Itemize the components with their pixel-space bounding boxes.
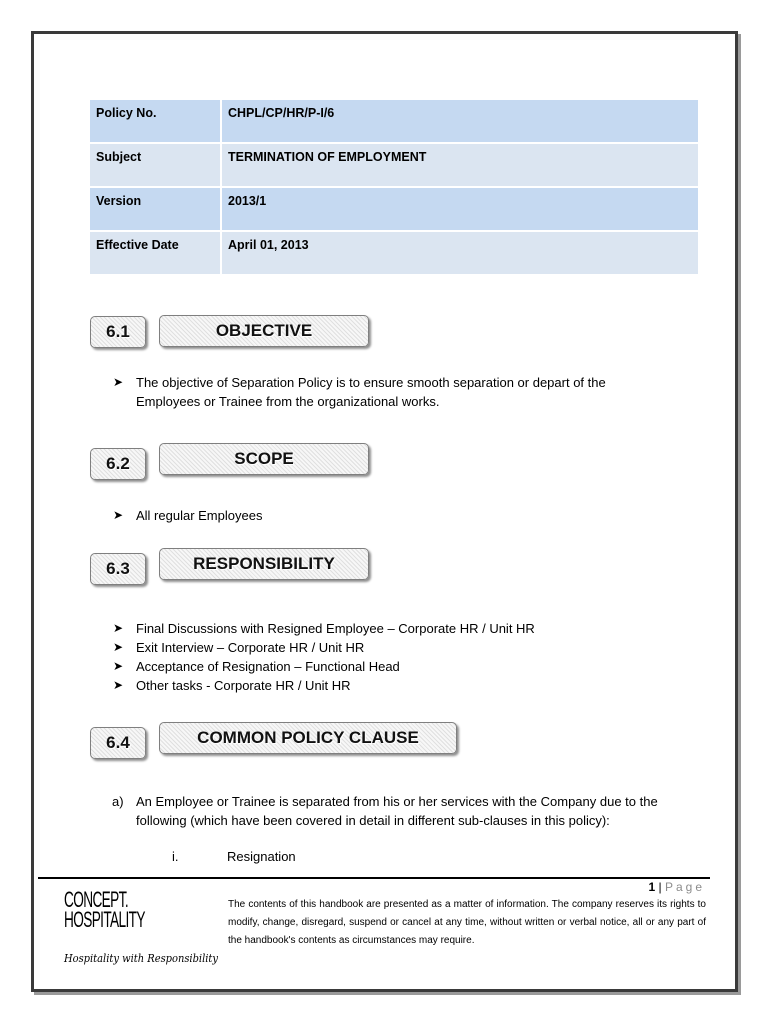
version-label: Version — [90, 187, 221, 231]
list-item: ➤ The objective of Separation Policy is to ensure smooth separation or depart of the Employees or Trainee from the organizational works. — [113, 375, 606, 409]
footer-divider — [38, 877, 710, 879]
subject-value: TERMINATION OF EMPLOYMENT — [221, 143, 698, 187]
policy-no-value: CHPL/CP/HR/P-I/6 — [221, 100, 698, 143]
list-item: ➤ Other tasks - Corporate HR / Unit HR — [113, 678, 351, 693]
arrow-bullet-icon: ➤ — [113, 508, 124, 522]
effective-date-value: April 01, 2013 — [221, 231, 698, 274]
arrow-bullet-icon: ➤ — [113, 659, 124, 673]
list-item: ➤ Final Discussions with Resigned Employee – Corporate HR / Unit HR — [113, 621, 535, 636]
arrow-bullet-icon: ➤ — [113, 640, 124, 654]
section-title-scope: SCOPE — [159, 443, 369, 475]
subject-label: Subject — [90, 143, 221, 187]
section-title-objective: OBJECTIVE — [159, 315, 369, 347]
policy-info-table — [90, 100, 698, 274]
clause-a-label: a) — [112, 794, 124, 809]
arrow-bullet-icon: ➤ — [113, 375, 124, 389]
table-row — [90, 231, 698, 274]
effective-date-label: Effective Date — [90, 231, 221, 274]
logo-line-concept: CONCEPT. — [64, 887, 129, 912]
footer-disclaimer: The contents of this handbook are presented as a matter of information. The company reserves its rights to modify, change, disregard, suspend or cancel at any time, without written or verbal notice, all or any part of the handbook's contents as circumstances may require. — [228, 899, 706, 946]
version-value: 2013/1 — [221, 187, 698, 231]
section-number-objective: 6.1 — [90, 316, 146, 348]
policy-no-label: Policy No. — [90, 100, 221, 143]
sub-clause-i-text: Resignation — [227, 849, 296, 864]
section-title-common-policy: COMMON POLICY CLAUSE — [159, 722, 457, 754]
objective-list — [113, 373, 653, 411]
clause-a-text: An Employee or Trainee is separated from his or her services with the Company due to the following (which have been covered in detail in different sub-clauses in this policy): — [136, 794, 658, 828]
section-title-responsibility: RESPONSIBILITY — [159, 548, 369, 580]
list-item: ➤ Acceptance of Resignation – Functional Head — [113, 659, 400, 674]
logo-line-hospitality: HOSPITALITY — [64, 907, 145, 932]
section-number-common-policy: 6.4 — [90, 727, 146, 759]
company-logo — [64, 887, 218, 972]
table-row — [90, 187, 698, 231]
section-number-responsibility: 6.3 — [90, 553, 146, 585]
logo-tagline: Hospitality with Responsibility — [64, 952, 218, 965]
page-number: 1 | Page — [648, 880, 705, 894]
table-row — [90, 143, 698, 187]
arrow-bullet-icon: ➤ — [113, 621, 124, 635]
list-item: ➤ Exit Interview – Corporate HR / Unit HR — [113, 640, 365, 655]
list-item: ➤ All regular Employees — [113, 508, 263, 523]
logo-rule — [64, 928, 132, 948]
responsibility-list — [113, 619, 653, 695]
sub-clause-i-label: i. — [172, 849, 179, 864]
section-number-scope: 6.2 — [90, 448, 146, 480]
arrow-bullet-icon: ➤ — [113, 678, 124, 692]
table-row — [90, 100, 698, 143]
scope-list — [113, 506, 653, 525]
